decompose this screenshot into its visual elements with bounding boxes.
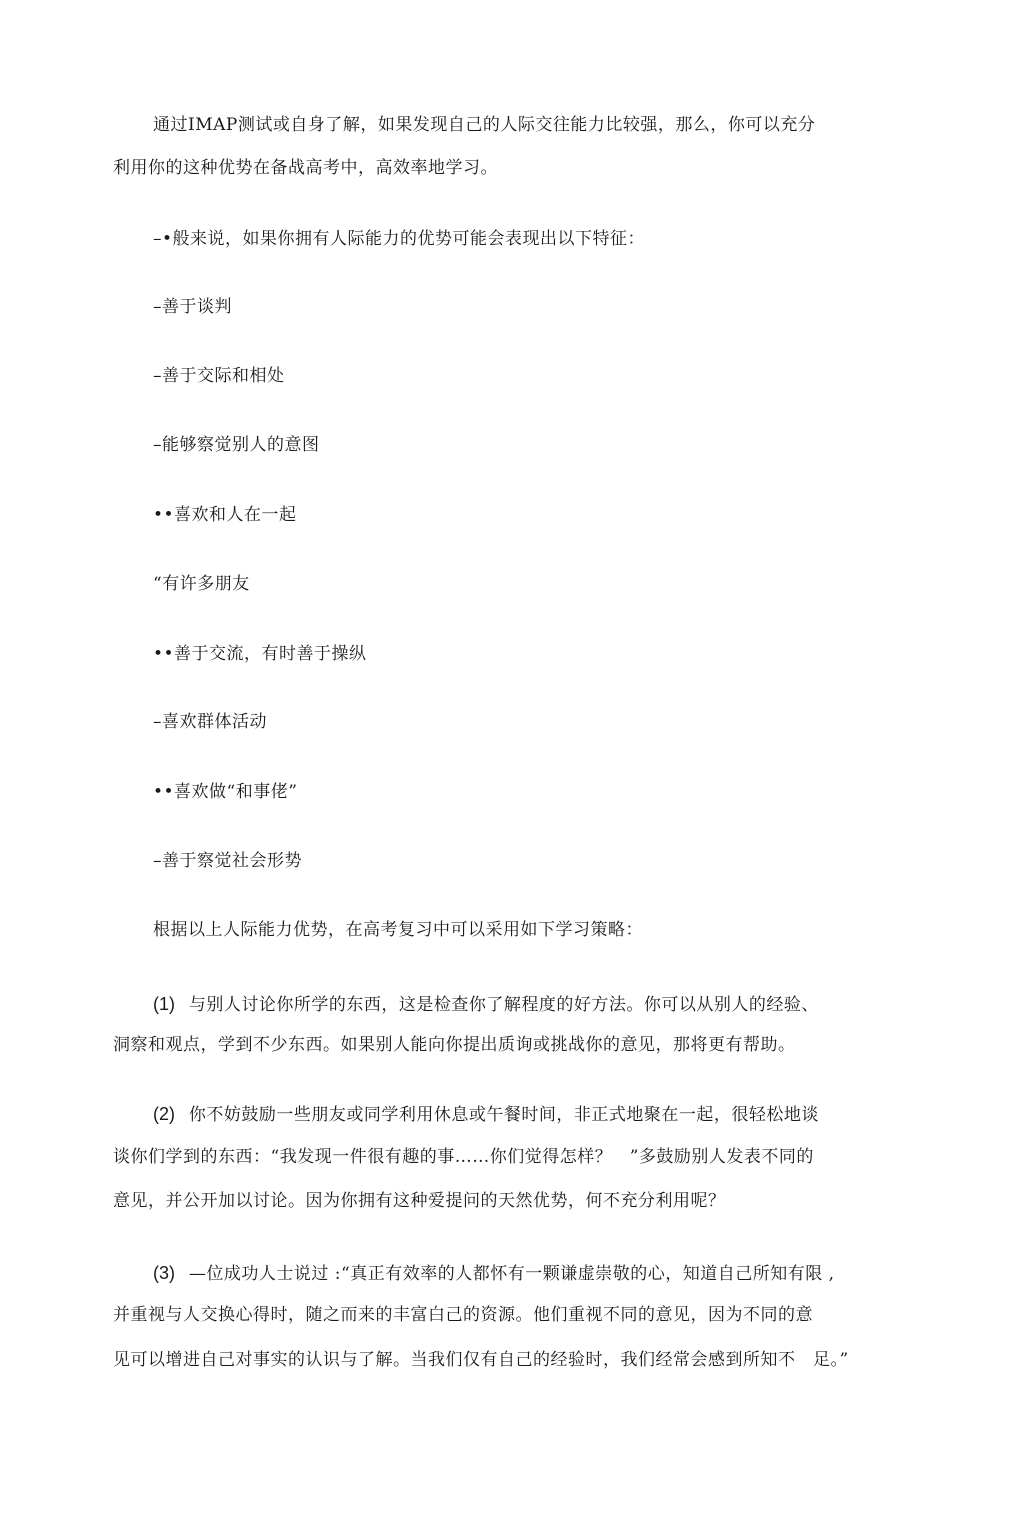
traits-intro: –•般来说，如果你拥有人际能力的优势可能会表现出以下特征： xyxy=(153,229,646,249)
strategy-2-number: (2) xyxy=(153,1104,175,1124)
trait-item: –能够察觉别人的意图 xyxy=(153,435,320,455)
strategy-3-line-3: 见可以增进自己对事实的认识与了解。当我们仅有自己的经验时，我们经常会感到所知不 足。” xyxy=(113,1350,849,1370)
trait-item: ••喜欢做“和事佬” xyxy=(153,782,298,802)
strategy-3-line-1 xyxy=(153,1262,835,1285)
intro-line-1: 通过IMAP测试或自身了解，如果发现自己的人际交往能力比较强，那么，你可以充分 xyxy=(153,115,816,135)
intro-line-2: 利用你的这种优势在备战高考中，高效率地学习。 xyxy=(113,158,498,178)
trait-item: ••善于交流，有时善于操纵 xyxy=(153,644,367,664)
trait-item: –善于交际和相处 xyxy=(153,366,285,386)
trait-item: –善于察觉社会形势 xyxy=(153,851,302,871)
trait-item: –喜欢群体活动 xyxy=(153,712,267,732)
strategy-1-line-1 xyxy=(153,993,819,1016)
strategy-3-number: (3) xyxy=(153,1263,175,1283)
trait-item: ••喜欢和人在一起 xyxy=(153,505,297,525)
strategy-1-line-2: 洞察和观点，学到不少东西。如果别人能向你提出质询或挑战你的意见，那将更有帮助。 xyxy=(113,1035,796,1055)
trait-item: –善于谈判 xyxy=(153,297,232,317)
strategy-1-text: 与别人讨论你所学的东西，这是检查你了解程度的好方法。你可以从别人的经验、 xyxy=(188,995,819,1015)
strategy-2-line-1 xyxy=(153,1103,819,1126)
strategy-2-line-2: 谈你们学到的东西：“我发现一件很有趣的事……你们觉得怎样？ ”多鼓励别人发表不同的 xyxy=(113,1147,814,1167)
strategy-3-line-2: 并重视与人交换心得时，随之而来的丰富白己的资源。他们重视不同的意见，因为不同的意 xyxy=(113,1305,813,1325)
strategy-2-line-3: 意见，并公开加以讨论。因为你拥有这种爱提问的天然优势，何不充分利用呢？ xyxy=(113,1191,726,1211)
strategy-intro: 根据以上人际能力优势，在高考复习中可以采用如下学习策略： xyxy=(153,920,643,940)
strategy-2-text: 你不妨鼓励一些朋友或同学利用休息或午餐时间，非正式地聚在一起，很轻松地谈 xyxy=(188,1105,819,1125)
strategy-3-text: —位成功人士说过 :“真正有效率的人都怀有一颗谦虚崇敬的心，知道自己所知有限 , xyxy=(188,1264,835,1284)
strategy-1-number: (1) xyxy=(153,994,175,1014)
trait-item: “有许多朋友 xyxy=(153,574,250,594)
